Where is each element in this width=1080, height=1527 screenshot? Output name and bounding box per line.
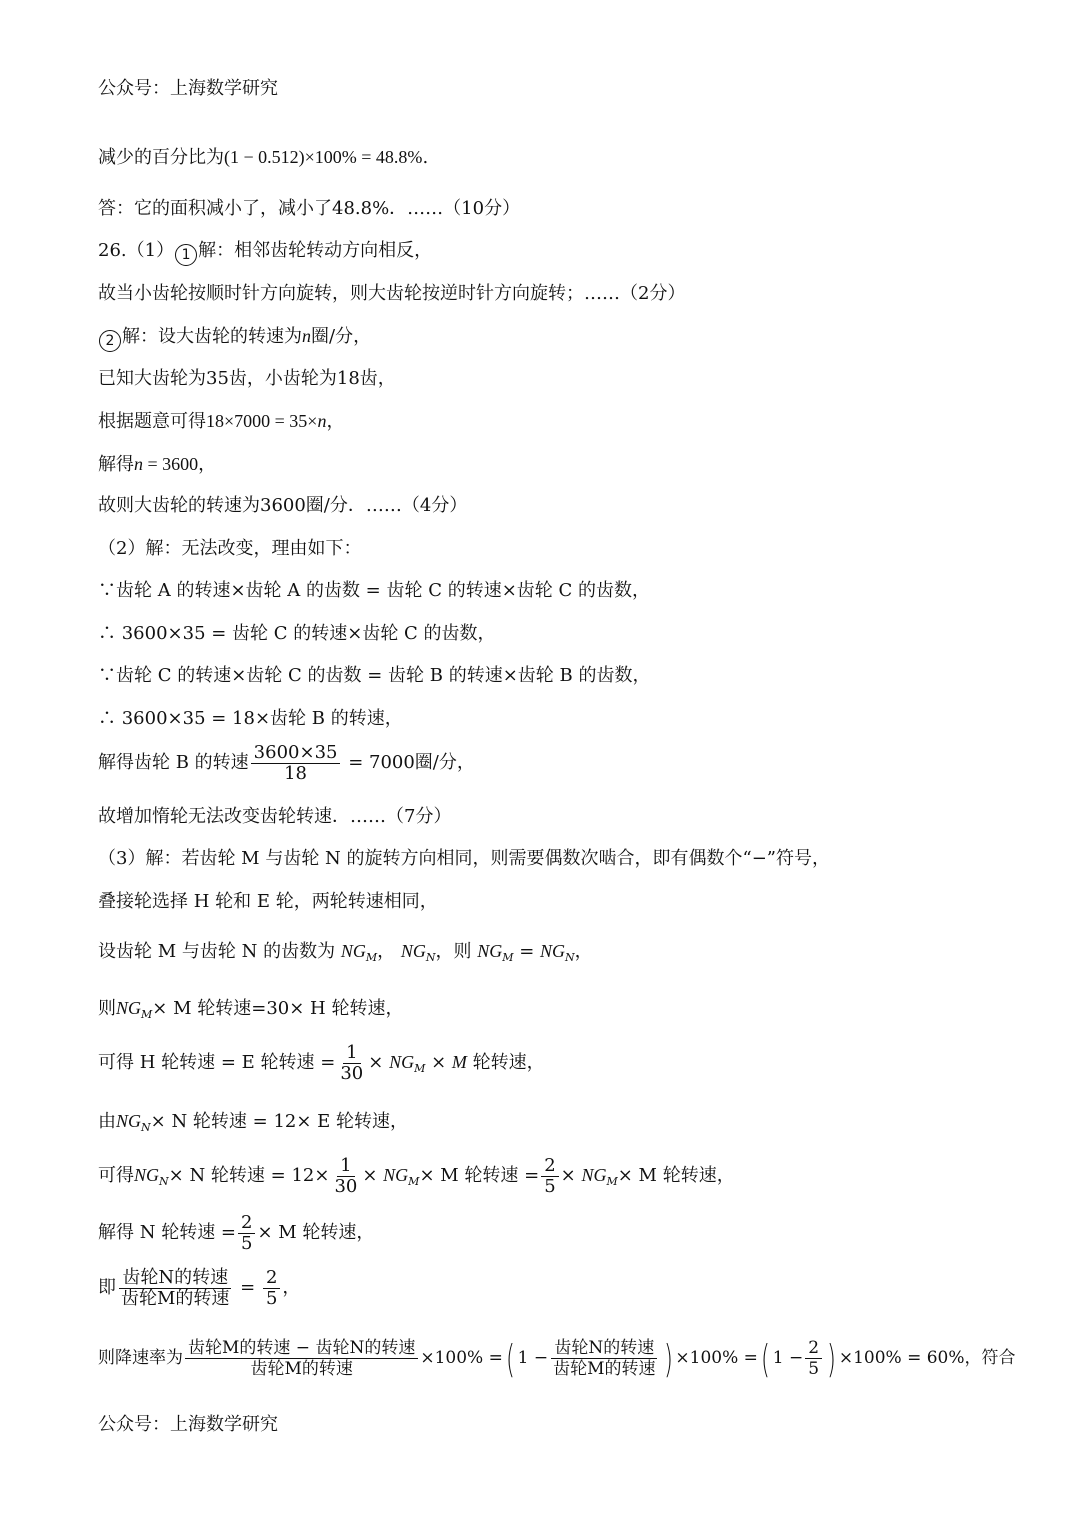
- fraction: [541, 1156, 558, 1197]
- subscript: M: [365, 951, 378, 964]
- line-therefore-2: ∴ 3600×35 = 18×齿轮 B 的转速，: [98, 708, 403, 729]
- fraction: [118, 1268, 232, 1309]
- line-n-speed: [98, 1211, 374, 1255]
- text: 1 −: [517, 1348, 549, 1368]
- line-because-1: ∵齿轮 A 的转速×齿轮 A 的齿数 = 齿轮 C 的转速×齿轮 C 的齿数，: [98, 580, 651, 601]
- text: 减少的百分比为: [98, 147, 224, 168]
- line-direction: 故当小齿轮按顺时针方向旋转，则大齿轮按逆时针方向旋转；……（2分）: [98, 283, 686, 304]
- variable: NG: [134, 1165, 160, 1185]
- fraction: [185, 1338, 418, 1379]
- line-set-speed: [98, 323, 371, 352]
- line-q26-2: （2）解：无法改变，理由如下：: [98, 538, 362, 559]
- variable: NG: [581, 1165, 607, 1185]
- variable: NG: [340, 941, 366, 961]
- text: 解得: [98, 454, 134, 475]
- variable: n: [302, 326, 311, 346]
- line-ratio: 即 $\frac{\text{齿轮N的转速}}{\text{齿轮M的转速}}$ = $\frac{2}{5}$ ，: [98, 1266, 301, 1309]
- line-stack-wheel: 叠接轮选择 H 轮和 E 轮，两轮转速相同，: [98, 891, 438, 912]
- line-known-teeth: 已知大齿轮为35齿，小齿轮为18齿，: [98, 368, 396, 389]
- numerator: 齿轮N的转速: [119, 1268, 231, 1289]
- text: 由: [98, 1111, 116, 1132]
- denominator: 5: [265, 1287, 278, 1309]
- denominator: 18: [284, 762, 308, 784]
- variable: n: [134, 454, 143, 474]
- denominator: 5: [544, 1175, 556, 1197]
- subscript: M: [414, 1062, 426, 1075]
- page-header: 公众号：上海数学研究: [98, 78, 278, 99]
- left-paren: (: [505, 1336, 515, 1381]
- text: 根据题意可得: [98, 411, 206, 432]
- line-therefore-1: ∴ 3600×35 = 齿轮 C 的转速×齿轮 C 的齿数，: [98, 623, 496, 644]
- denominator: 齿轮M的转速: [121, 1287, 230, 1309]
- variable: NG: [116, 1111, 142, 1131]
- fraction: [805, 1338, 822, 1379]
- right-paren: ): [826, 1336, 836, 1381]
- line-q26-3: （3）解：若齿轮 M 与齿轮 N 的旋转方向相同，则需要偶数次啮合，即有偶数个“−”符号，: [98, 848, 831, 869]
- text: .: [422, 147, 429, 168]
- subscript: N: [425, 951, 436, 964]
- line-percent-decrease: [98, 144, 428, 171]
- left-paren: (: [760, 1336, 770, 1381]
- denominator: 5: [808, 1359, 820, 1379]
- line-q26-1: [98, 238, 432, 266]
- text: 解：相邻齿轮转动方向相反，: [198, 240, 433, 261]
- text: 解：设大齿轮的转速为: [122, 326, 302, 347]
- subscript: M: [141, 1008, 153, 1021]
- line-ng-n-speed: [98, 1108, 408, 1141]
- line-teeth-ng: 设齿轮 M 与齿轮 N 的齿数为 $NG_M$， $NG_N$，则 $NG_M = NG_N$，: [98, 941, 593, 964]
- line-derive-ng-n: 可得$NG_N\times N$ 轮转速 = 12× $\frac{1}{30}$ × $NG_M\times M$ 轮转速 = $\frac{2}{5}$ × $NG_M\times M$ 轮转速，: [98, 1154, 735, 1197]
- variable: NG: [400, 941, 426, 961]
- text: ×100% = 60%，符合: [838, 1348, 1016, 1368]
- numerator: 1: [343, 1043, 360, 1064]
- text: × M 轮转速，: [617, 1165, 735, 1186]
- formula: 18×7000 = 35×: [206, 411, 318, 431]
- line-h-speed: 可得 H 轮转速 = E 轮转速 = $\frac{1}{30}$ × $NG_M \times M$ 轮转速，: [98, 1041, 545, 1084]
- subscript: M: [408, 1175, 420, 1188]
- subscript: M: [502, 951, 514, 964]
- line-conclusion-2: 故增加惰轮无法改变齿轮转速．……（7分）: [98, 806, 452, 827]
- text: 解得 N 轮转速 =: [98, 1222, 236, 1243]
- numerator: 2: [805, 1338, 822, 1359]
- subscript: N: [141, 1121, 151, 1134]
- circled-number: 1: [175, 244, 197, 266]
- denominator: 30: [334, 1175, 358, 1197]
- line-reduction-rate: [98, 1334, 1016, 1382]
- line-answer: 答：它的面积减小了，减小了48.8%．……（10分）: [98, 198, 521, 219]
- numerator: 2: [238, 1213, 255, 1234]
- circled-number: 2: [99, 330, 121, 352]
- line-big-gear-speed: 故则大齿轮的转速为3600圈/分．……（4分）: [98, 495, 468, 516]
- variable: NG: [540, 941, 566, 961]
- text: 即: [98, 1277, 116, 1298]
- numerator: 1: [337, 1156, 354, 1177]
- numerator: 齿轮N的转速: [551, 1338, 657, 1359]
- fraction: [263, 1268, 280, 1309]
- line-equation: [98, 408, 344, 435]
- text: 1 −: [772, 1348, 804, 1368]
- text: ×100% =: [420, 1348, 503, 1368]
- text: 则: [98, 998, 116, 1019]
- page-footer: 公众号：上海数学研究: [98, 1414, 278, 1435]
- text: ，: [282, 1277, 301, 1298]
- fraction: [238, 1213, 255, 1254]
- numerator: 齿轮M的转速 − 齿轮N的转速: [185, 1338, 418, 1359]
- line-ng-m-speed: [98, 995, 403, 1028]
- fraction: [251, 743, 341, 784]
- denominator: 齿轮M的转速: [553, 1359, 656, 1379]
- line-because-2: ∵齿轮 C 的转速×齿轮 C 的齿数 = 齿轮 B 的转速×齿轮 B 的齿数，: [98, 665, 651, 686]
- text: 解得齿轮 B 的转速: [98, 752, 249, 773]
- variable: n: [317, 411, 327, 431]
- variable: NG: [389, 1052, 415, 1072]
- formula: (1 − 0.512)×100% = 48.8%: [224, 147, 423, 167]
- text: = 7000圈/分，: [342, 752, 475, 773]
- fraction: [337, 1043, 366, 1084]
- denominator: 30: [340, 1062, 364, 1084]
- line-gear-b-speed: [98, 741, 475, 785]
- variable: NG: [477, 941, 503, 961]
- text: × M 轮转速，: [257, 1222, 375, 1243]
- subscript: M: [606, 1175, 618, 1188]
- line-solve-n: [98, 451, 216, 478]
- question-number: 26.（1）: [98, 240, 175, 261]
- denominator: 齿轮M的转速: [250, 1359, 353, 1379]
- fraction: [550, 1338, 658, 1379]
- text: 轮转速，: [472, 1052, 545, 1073]
- text: ，: [574, 941, 593, 962]
- text: 可得: [98, 1165, 134, 1186]
- text: × M 轮转速=30× H 轮转速，: [152, 998, 404, 1019]
- text: × N 轮转速 = 12×: [168, 1165, 330, 1186]
- text: ，: [198, 454, 217, 475]
- right-paren: ): [663, 1336, 673, 1381]
- subscript: N: [565, 951, 575, 964]
- variable: NG: [383, 1165, 409, 1185]
- text: ×100% =: [675, 1348, 758, 1368]
- text: × M 轮转速 =: [419, 1165, 540, 1186]
- variable: NG: [116, 998, 142, 1018]
- numerator: 3600×35: [251, 743, 341, 764]
- numerator: 2: [263, 1268, 280, 1289]
- text: 圈/分，: [311, 326, 372, 347]
- denominator: 5: [241, 1232, 253, 1254]
- text: ，: [326, 411, 345, 432]
- text: ，则: [435, 941, 472, 962]
- text: × N 轮转速 = 12× E 轮转速，: [150, 1111, 409, 1132]
- text: 设齿轮 M 与齿轮 N 的齿数为: [98, 941, 336, 962]
- text: 则降速率为: [98, 1348, 183, 1368]
- subscript: N: [159, 1175, 169, 1188]
- numerator: 2: [541, 1156, 558, 1177]
- text: 可得 H 轮转速 = E 轮转速 =: [98, 1052, 336, 1073]
- formula: = 3600: [143, 454, 199, 474]
- fraction: [331, 1156, 360, 1197]
